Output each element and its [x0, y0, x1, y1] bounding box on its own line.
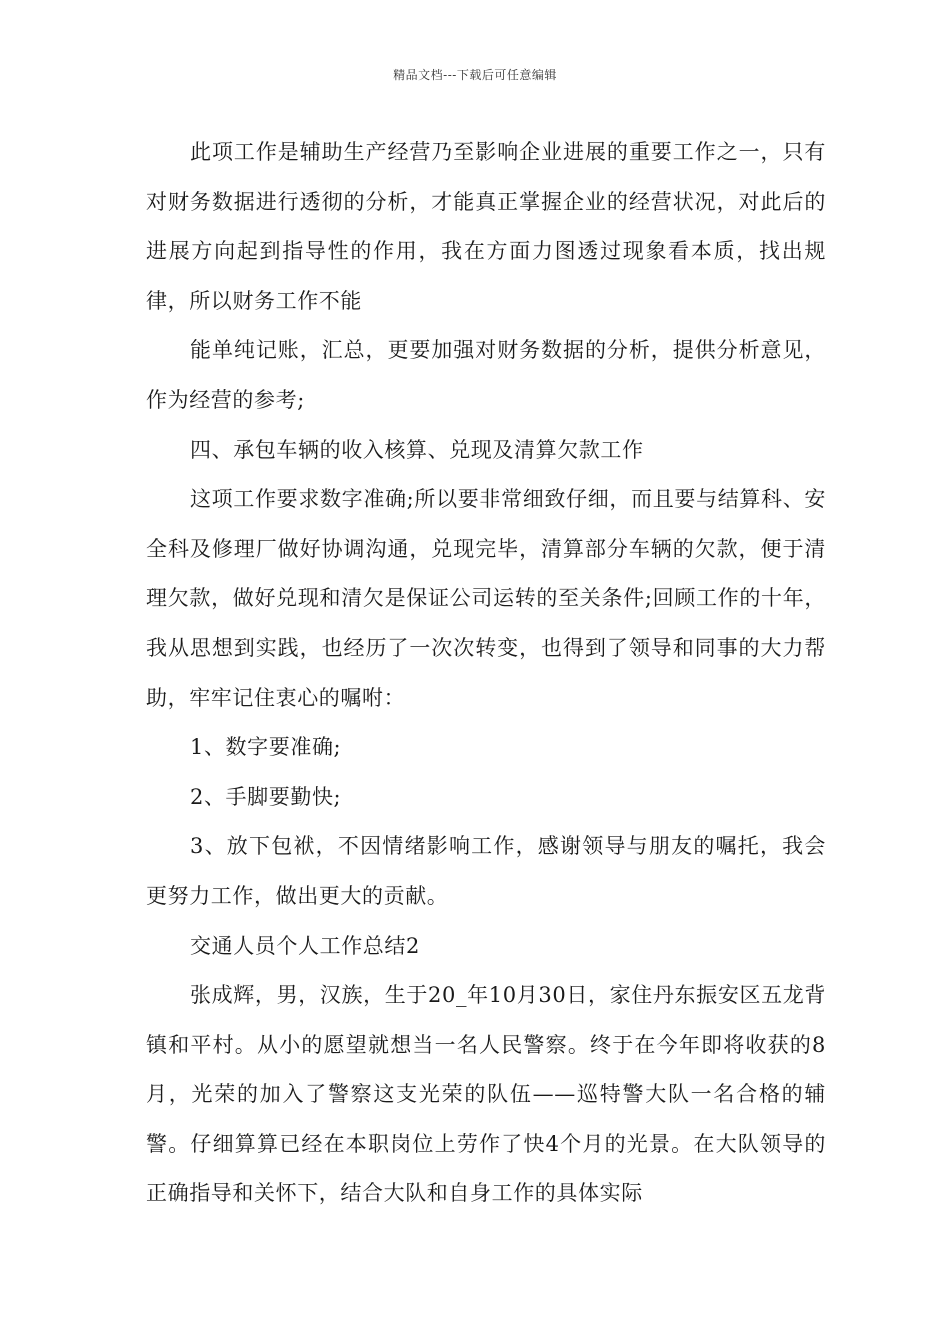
section-heading-vehicle-accounting: 四、承包车辆的收入核算、兑现及清算欠款工作 — [190, 437, 644, 462]
section-title-summary-2: 交通人员个人工作总结2 — [190, 933, 420, 958]
list-item-diligence: 2、手脚要勤快; — [190, 784, 342, 809]
paragraph-financial-analysis: 此项工作是辅助生产经营乃至影响企业进展的重要工作之一，只有对财务数据进行透彻的分析，才能真正掌握企业的经营状况，对此后的进展方向起到指导性的作用，我在方面力图透过现象看本质，找出规律，所以财务工作不能 — [146, 140, 826, 313]
list-item-accuracy: 1、数字要准确; — [190, 735, 342, 760]
document-body — [146, 128, 826, 1219]
paragraph-personal-intro: 张成辉，男，汉族，生于20_年10月30日，家住丹东振安区五龙背镇和平村。从小的愿望就想当一名人民警察。终于在今年即将收获的8月，光荣的加入了警察这支光荣的队伍——巡特警大队一名合格的辅警。仔细算算已经在本职岗位上劳作了快4个月的光景。在大队领导的正确指导和关怀下，结合大队和自身工作的具体实际 — [146, 983, 826, 1206]
page-header: 精品文档---下载后可任意编辑 — [393, 68, 557, 82]
paragraph-accuracy-requirement: 这项工作要求数字准确;所以要非常细致仔细，而且要与结算科、安全科及修理厂做好协调沟通，兑现完毕，清算部分车辆的欠款，便于清理欠款，做好兑现和清欠是保证公司运转的至关条件;回顾工作的十年，我从思想到实践，也经历了一次次转变，也得到了领导和同事的大力帮助，牢牢记住衷心的嘱咐： — [146, 487, 826, 710]
list-item-attitude: 3、放下包袱，不因情绪影响工作，感谢领导与朋友的嘱托，我会更努力工作，做出更大的贡献。 — [146, 834, 826, 908]
paragraph-bookkeeping: 能单纯记账，汇总，更要加强对财务数据的分析，提供分析意见，作为经营的参考; — [146, 338, 826, 412]
